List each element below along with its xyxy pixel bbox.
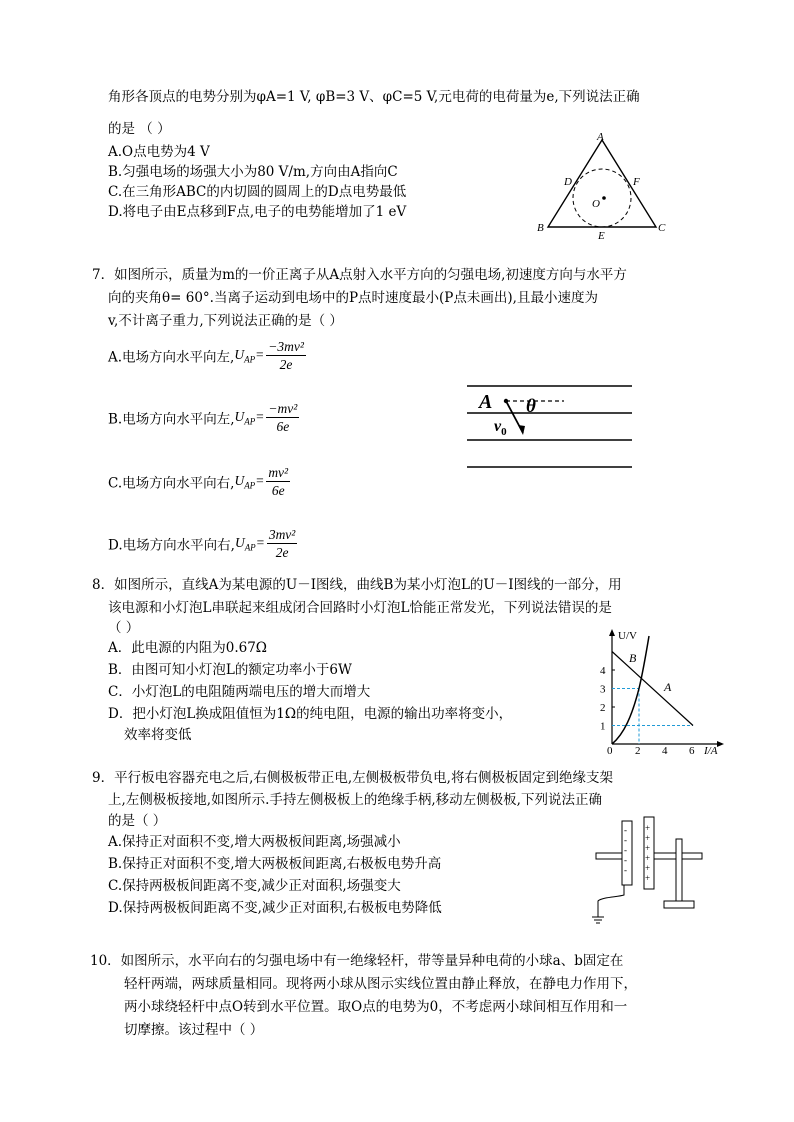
q7-option-d: D.电场方向水平向右$,U_{AP}=$ $\frac{\text{3mv²}}{2e}$: [108, 527, 296, 560]
q9-option-a: A.保持正对面积不变,增大两极板间距离,场强减小: [108, 834, 401, 850]
q10-line2: 轻杆两端，两球质量相同。现将两小球从图示实线位置由静止释放，在静电力作用下，: [124, 976, 637, 992]
q8-option-a: A．此电源的内阻为0.67Ω: [108, 640, 268, 656]
q8-line1: 8．如图所示，直线A为某电源的U－I图线，曲线B为某小灯泡L的U－I图线的一部分，用: [92, 577, 622, 593]
q7-c-num: mv²: [268, 465, 289, 480]
q9-line1: 9．平行板电容器充电之后,右侧极板带正电,左侧极板带负电,将右侧极板固定到绝缘支架: [92, 770, 613, 786]
q7-b-den: 6e: [276, 419, 290, 434]
q7-field-figure: [462, 378, 637, 473]
q6-label-a: A: [597, 131, 604, 143]
q7-label-v: v: [494, 418, 502, 435]
q7-u-sub: AP: [244, 354, 256, 365]
q7-option-a-fraction: [266, 338, 306, 373]
q6-label-e: E: [598, 230, 605, 240]
svg-text:+: +: [645, 823, 651, 833]
q7-u-sub: AP: [244, 416, 256, 427]
q6-line1: [108, 88, 640, 106]
q8-ytick-4: 4: [600, 665, 606, 677]
q7-line1: 7．如图所示，质量为m的一价正离子从A点射入水平方向的匀强电场,初速度方向与水平方: [92, 267, 627, 283]
q6-line2: 的是 （ ）: [108, 121, 171, 137]
q8-ytick-3: 3: [600, 683, 606, 696]
q6-option-d: D.将电子由E点移到F点,电子的电势能增加了1 eV: [108, 204, 407, 220]
q10-line1: 10．如图所示，水平向右的匀强电场中有一绝缘轻杆，带等量异种电荷的小球a、b固定在: [90, 953, 624, 969]
q7-label-a: A: [479, 391, 493, 413]
q7-option-c: C.电场方向水平向右$,U_{AP}=$ $\frac{\text{mv²}}{6e}$: [108, 465, 289, 498]
q8-xlabel: I/A: [704, 745, 718, 756]
q7-label-v0: [494, 418, 507, 438]
svg-text:-: -: [624, 835, 627, 845]
q8-option-c: C．小灯泡L的电阻随两端电压的增大而增大: [108, 684, 371, 700]
q7-line2: 向的夹角θ= 60°.当离子运动到电场中的P点时速度最小(P点未画出),且最小速度为: [108, 290, 598, 306]
q8-xtick-4: 4: [662, 745, 668, 756]
q7-option-a-text: A.电场方向水平向左,: [108, 349, 235, 366]
q8-ytick-1: 1: [600, 720, 606, 733]
q10-line3: 两小球绕轻杆中点O转到水平位置。取O点的电势为0，不考虑两小球间相互作用和一: [124, 999, 628, 1015]
q8-option-d: D．把小灯泡L换成阻值恒为1Ω的纯电阻，电源的输出功率将变小，: [108, 706, 513, 722]
q6-label-d: D: [564, 176, 572, 188]
q8-line3: （ ）: [108, 620, 140, 636]
q7-label-theta: θ: [526, 396, 536, 417]
q8-ytick-2: 2: [600, 702, 606, 714]
q9-option-b: B.保持正对面积不变,增大两极板间距离,右极板电势升高: [108, 856, 442, 872]
q8-ylabel: U/V: [618, 630, 637, 642]
svg-text:+: +: [645, 833, 651, 843]
svg-text:-: -: [624, 825, 627, 835]
q6-triangle-figure: [530, 130, 675, 240]
q8-option-b: B．由图可知小灯泡L的额定功率小于6W: [108, 662, 352, 678]
q7-u-symbol: U: [234, 346, 245, 362]
q7-a-num: −3mv²: [268, 339, 304, 354]
q7-line3: v,不计离子重力,下列说法正确的是（ ）: [108, 313, 343, 329]
svg-text:-: -: [624, 845, 627, 855]
q10-line4: 切摩擦。该过程中（ ）: [124, 1022, 264, 1038]
q6-label-o: O: [592, 198, 600, 210]
q9-capacitor-figure: [588, 813, 713, 930]
q7-d-num: 3mv²: [268, 527, 296, 542]
q8-line2: 该电源和小灯泡L串联起来组成闭合回路时小灯泡L恰能正常发光，下列说法错误的是: [108, 600, 612, 616]
q7-u-sub: AP: [244, 480, 256, 491]
q6-label-c: C: [658, 222, 666, 234]
q6-option-b: B.匀强电场的场强大小为80 V/m,方向由A指向C: [108, 164, 398, 180]
q7-a-den: 2e: [279, 357, 293, 372]
q7-u-symbol: U: [234, 534, 245, 550]
q6-option-a: A.O点电势为4 V: [108, 144, 210, 160]
q8-label-b: B: [629, 651, 637, 665]
q6-option-c: C.在三角形ABC的内切圆的圆周上的D点电势最低: [108, 184, 407, 200]
q7-u-sub: AP: [244, 542, 256, 553]
q7-option-d-text: D.电场方向水平向右,: [108, 537, 235, 554]
q7-option-c-fraction: [266, 464, 290, 499]
q6-label-f: F: [633, 176, 640, 188]
svg-text:+: +: [645, 873, 651, 883]
svg-text:+: +: [645, 843, 651, 853]
q7-label-v-sub: 0: [501, 426, 507, 438]
q7-option-d-fraction: [267, 526, 298, 561]
q8-xtick-0: 0: [607, 745, 613, 756]
q7-option-b-text: B.电场方向水平向左,: [108, 411, 235, 428]
q8-xtick-6: 6: [689, 745, 695, 756]
svg-text:+: +: [645, 853, 651, 863]
q6-label-b: B: [537, 222, 544, 234]
q7-option-c-text: C.电场方向水平向右,: [108, 475, 235, 492]
q7-b-num: −mv²: [268, 401, 298, 416]
q7-option-b-fraction: [266, 400, 299, 435]
q8-ui-graph: [596, 626, 730, 756]
q7-u-symbol: U: [234, 472, 245, 488]
svg-text:-: -: [624, 865, 627, 875]
q8-option-d-cont: 效率将变低: [124, 727, 192, 743]
q9-option-d: D.保持两极板间距离不变,减少正对面积,右极板电势降低: [108, 900, 442, 916]
q7-u-symbol: U: [234, 408, 245, 424]
q7-c-den: 6e: [271, 483, 285, 498]
q8-label-a: A: [664, 680, 672, 694]
q9-line2: 上,左侧极板接地,如图所示.手持左侧极板上的绝缘手柄,移动左侧极板,下列说法正确: [108, 792, 602, 808]
q9-option-c: C.保持两极板间距离不变,减少正对面积,场强变大: [108, 878, 401, 894]
q6-line1-text: 角形各顶点的电势分别为φA=1 V, φB=3 V、φC=5 V,元电荷的电荷量为e,下列说法正确: [108, 89, 640, 105]
q7-d-den: 2e: [275, 545, 289, 560]
q7-option-a: A.电场方向水平向左$,U_{AP}=$ $\frac{\text{−3mv²}}{2e}$: [108, 339, 304, 372]
q7-option-b: B.电场方向水平向左$,U_{AP}=$ $\frac{\text{−mv²}}{6e}$: [108, 401, 298, 434]
svg-text:+: +: [645, 863, 651, 873]
svg-text:-: -: [624, 855, 627, 865]
q8-xtick-2: 2: [635, 745, 641, 756]
q9-line3: 的是（ ）: [108, 813, 167, 829]
